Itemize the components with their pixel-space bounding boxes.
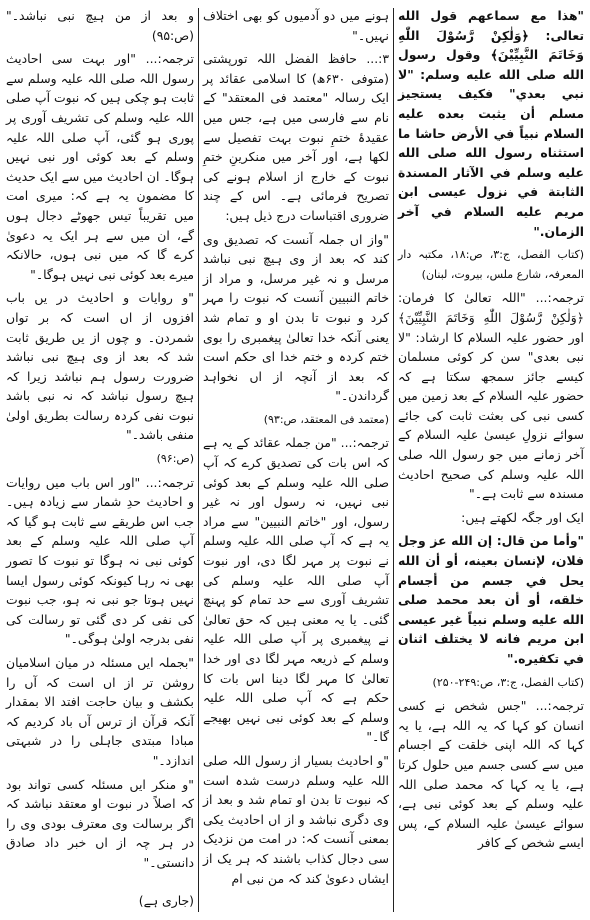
left-column-urdu-paragraph: "بجملہ ایں مسئلہ در میان اسلامیان روشن تر از اں است کہ آں را بکشف و بیان حاجت افتد الا بمقدار آنکہ قرآن از ترس آں باد کردیم کہ مبادا مبتدی جاہلی را در شبہتی اندازد۔"	[6, 655, 194, 768]
middle-column-urdu-paragraph: ترجمہ:... "من جملہ عقائد کے یہ ہے کہ اس بات کی تصدیق کرے کہ آپ صلی اللہ علیہ وسلم کے بعد کوئی نبی نہیں، نہ رسول اور نہ غیر رسول، اور "خاتم النبیین" سے مراد یہ ہے کہ آپ صلی اللہ علیہ وسلم نے نبوت پر مہر لگا دی، اور نبوت آپ صلی اللہ علیہ وسلم کی تشریف آوری سے حد تمام کو پہنچ گئی۔ یا یہ معنی ہیں کہ حق تعالیٰ نے پیغمبری پر آپ صلی اللہ علیہ وسلم کے ذریعہ مہر لگا دی اور خدا تعالیٰ کا مہر لگا دینا اس بات کا حکم ہے کہ آپ صلی اللہ علیہ وسلم کے بعد کوئی نبی نہیں بھیجے گا۔"	[203, 435, 389, 745]
middle-column-source-paragraph: (معتمد فی المعتقد، ص:۹۳)	[263, 412, 389, 426]
left-column-urdu-paragraph: ترجمہ:... "اور بہت سی احادیث رسول اللہ صلی اللہ علیہ وسلم سے ثابت ہو چکی ہیں کہ نبوت آپ صلی اللہ علیہ وسلم کی تشریف آوری پر پوری ہو گئی، آپ صلی اللہ علیہ وسلم کے بعد کوئی اور نبی نہیں ہوگا۔ ان احادیث میں سے ایک حدیث کا مضمون یہ ہے کہ: میری امت میں تقریباً تیس جھوٹے دجال ہوں گے، ان میں سے ہر ایک یہ دعویٰ کرے گا کہ میں نبی ہوں، حالانکہ میرے بعد کوئی نبی نہیں ہوگا۔"	[6, 51, 194, 282]
middle-column-urdu-paragraph: ہونے میں دو آدمیوں کو بھی اختلاف نہیں۔"	[203, 8, 389, 43]
right-column-urdu-paragraph: ترجمہ:... "جس شخص نے کسی انسان کو کہا کہ یہ اللہ ہے، یا یہ کہا کہ اللہ اپنی خلقت کے اجسام میں سے کسی جسم میں حلول کرتا ہے، یا یہ کہا کہ محمد صلی اللہ علیہ وسلم کے بعد کوئی نبی ہے، سوائے عیسیٰ علیہ السلام کے، پس ایسے شخص کے کافر	[398, 698, 584, 851]
right-column-urdu-paragraph: ایک اور جگہ لکھتے ہیں:	[461, 509, 584, 525]
right-column	[398, 6, 584, 916]
column-divider-right	[393, 8, 394, 912]
right-column-arabic-paragraph: "هذا مع سماعهم قول الله تعالى: ﴿وَلٰكِنْ رَّسُوْلَ اللّٰهِ وَخَاتَمَ النَّبِيِّيْنَ﴾ وقول رسول الله صلى الله عليه وسلم: "لا نبي بعدي" فكيف يستجيز مسلم أن يثبت بعده عليه السلام نبياً في الأرض حاشا ما استثناه رسول الله صلى الله عليه وسلم في الآثار المسندة الثابتة في نزول عيسى ابن مريم عليه السلام في آخر الزمان."	[398, 8, 584, 239]
right-column-arabic-paragraph: "وأما من قال: إن الله عز وجل فلان، لإنسان بعينه، أو أن الله يحل في جسم من أجسام خلقه، أو أن بعد محمد صلى الله عليه وسلم نبياً غير عيسى ابن مريم فانه لا يختلف اثنان في تكفيره."	[398, 533, 584, 666]
left-column	[6, 6, 194, 916]
left-column-urdu-paragraph: و بعد از من ہیچ نبی نباشد۔" (ص:۹۵)	[6, 8, 194, 43]
left-column-urdu-paragraph: "و منکر ایں مسئلہ کسی تواند بود کہ اصلاً در نبوت او معتقد نباشد کہ اگر برسالت وی معترف بودی وی را در ہر چہ از اں خبر داد صادق دانستی۔"	[6, 776, 194, 870]
right-column-urdu-paragraph: ترجمہ:... "اللہ تعالیٰ کا فرمان: ﴿وَلٰكِنْ رَّسُوْلَ اللّٰهِ وَخَاتَمَ النَّبِيِّيْنَ﴾ اور حضور علیہ السلام کا ارشاد: "لا نبی بعدی" سن کر کوئی مسلمان کیسے جائز سمجھ سکتا ہے کہ حضور علیہ السلام کے بعد زمین میں کسی نبی کی بعثت ثابت کی جائے سوائے نزولِ عیسیٰ علیہ السلام کے آخر زمانے میں جو رسول اللہ صلی اللہ علیہ وسلم کی صحیح احادیث مسندہ سے ثابت ہے۔"	[398, 290, 584, 502]
middle-column-urdu-paragraph: "و احادیث بسیار از رسول اللہ صلی اللہ علیہ وسلم درست شدہ است کہ نبوت تا بدن او تمام شد و بعد از وی دگری نباشد و از اں احادیث یکی بمعنی آنست کہ: در امت من نزدیک سی دجال کذاب باشند کہ ہر یک از ایشاں دعویٰ کند کہ من نبی ام	[203, 752, 389, 886]
right-column-source-paragraph: (کتاب الفصل، ج:۳، ص:۲۴۹-۲۵۰)	[432, 675, 584, 689]
middle-column-urdu-paragraph: ۳:... حافظ الفضل اللہ تورپشتی (متوفی ۶۳۰ھ) کا اسلامی عقائد پر ایک رسالہ "معتمد فی المعتقد" کے نام سے فارسی میں ہے، جس میں عقیدۂ ختمِ نبوت بہت تفصیل سے لکھا ہے، اور آخر میں منکرینِ ختمِ نبوت کے خارج از اسلام ہونے کی تصریح فرمائی ہے۔ اس کے چند ضروری اقتباسات درج ذیل ہیں:	[203, 51, 389, 223]
left-column-continued-paragraph: (جاری ہے)	[138, 892, 194, 908]
column-divider-left	[198, 8, 199, 912]
right-column-source-paragraph: (کتاب الفصل، ج:۳، ص:۱۸، مکتبہ دار المعرفہ، شارع ملس، بیروت، لبنان)	[398, 248, 584, 281]
middle-column	[203, 6, 389, 886]
middle-column-urdu-paragraph: "واز اں جملہ آنست کہ تصدیق وی کند کہ بعد از وی ہیچ نبی نباشد مرسل و نہ غیر مرسل، و مراد از خاتم النبیین آنست کہ نبوت را مہر کرد و نبوت تا بدن او و تمام شد یعنی آنکہ خدا تعالیٰ پیغمبری را بوی ختم کردہ و ختم خدا ای حکم است کہ بعد از آنچہ از اں نخواہد گرداندن۔"	[203, 231, 389, 404]
left-column-urdu-paragraph: "و روایات و احادیث در یں باب افزوں از اں است کہ بر تواں شمردن۔ و چوں از یں طریق ثابت شد کہ بعد از وی ہیچ نبی نباشد ضرورت رسول ہم نباشد زیرا کہ ہیچ رسول نباشد کہ نہ نبی باشد نبوت نفی کردہ رسالت بطریق اولیٰ منفی باشد۔"	[6, 290, 194, 443]
left-column-urdu-paragraph: ترجمہ:... "اور اس باب میں روایات و احادیث حدِ شمار سے زیادہ ہیں۔ جب اس طریقے سے ثابت ہو گیا کہ آپ صلی اللہ علیہ وسلم کے بعد کوئی نبی نہ ہوگا تو نبوت کا تصور بھی نہ رہا کیونکہ کوئی رسول ایسا نہیں ہوتا جو نبی نہ ہو، جب نبوت کی نفی کر دی گئی تو رسالت کی نفی بدرجہ اولیٰ ہوگی۔"	[6, 474, 194, 647]
left-column-source-paragraph: (ص:۹۶)	[156, 452, 194, 466]
